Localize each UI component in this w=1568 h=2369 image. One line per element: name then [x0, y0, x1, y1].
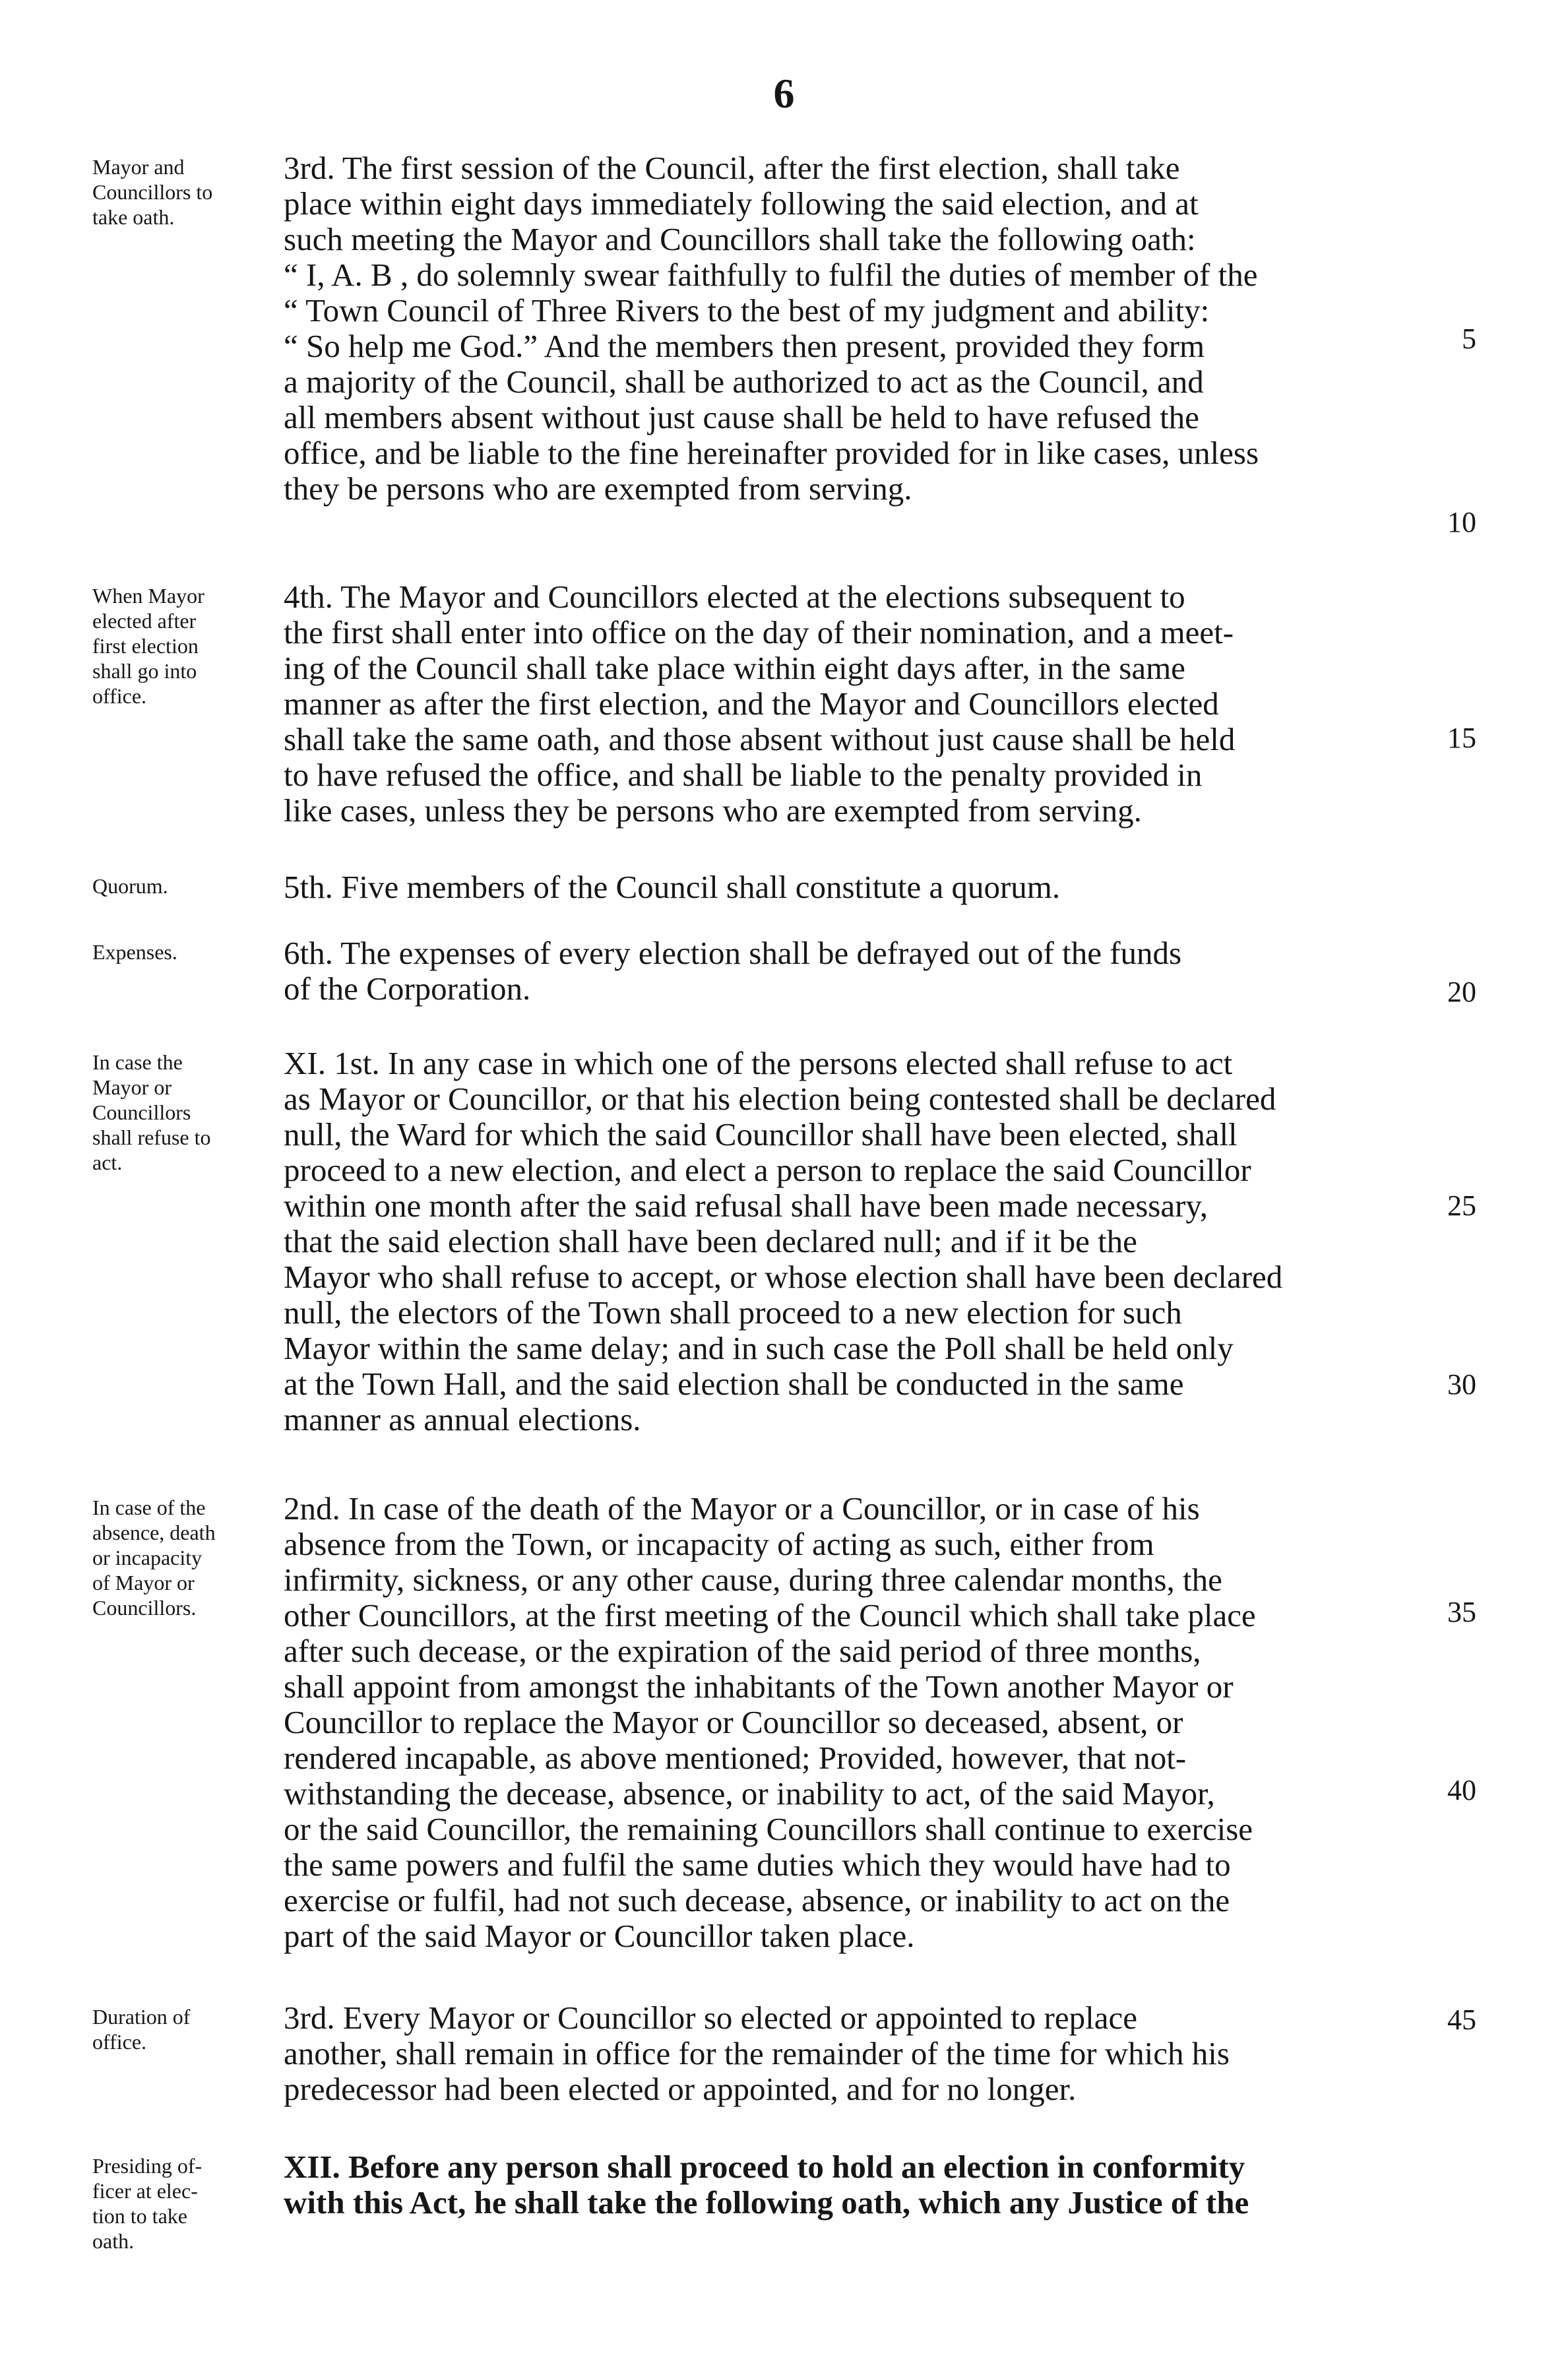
- margin-note-refuse-to-act: In case the Mayor or Councillors shall refuse to act.: [92, 1050, 211, 1174]
- line-number: 35: [1447, 1596, 1476, 1628]
- text-line: the same powers and fulfil the same duties which they would have had to: [284, 1847, 1231, 1883]
- line-number: 20: [1447, 976, 1476, 1008]
- text-line: another, shall remain in office for the remainder of the time for which his: [284, 2035, 1230, 2071]
- text-line: rendered incapable, as above mentioned; Provided, however, that not-: [284, 1740, 1187, 1776]
- text-line: withstanding the decease, absence, or inability to act, of the said Mayor,: [284, 1775, 1215, 1812]
- margin-note-quorum: Quorum.: [92, 874, 168, 898]
- text-line: they be persons who are exempted from serving.: [284, 470, 912, 507]
- text-line: infirmity, sickness, or any other cause, during three calendar months, the: [284, 1562, 1222, 1598]
- text-line: 4th. The Mayor and Councillors elected at the elections subsequent to: [284, 579, 1185, 615]
- text-line: other Councillors, at the first meeting of the Council which shall take place: [284, 1597, 1256, 1633]
- paragraph-presiding-officer: [284, 2149, 1431, 2221]
- text-line: XI. 1st. In any case in which one of the persons elected shall refuse to act: [284, 1045, 1233, 1081]
- text-line: a majority of the Council, shall be authorized to act as the Council, and: [284, 363, 1204, 400]
- margin-note-presiding-officer: Presiding of- ficer at elec- tion to take oath.: [92, 2154, 203, 2253]
- margin-note-expenses: Expenses.: [92, 940, 177, 964]
- text-line: or the said Councillor, the remaining Councillors shall continue to exercise: [284, 1811, 1253, 1847]
- text-line: 2nd. In case of the death of the Mayor or a Councillor, or in case of his: [284, 1490, 1200, 1527]
- text-line: null, the Ward for which the said Councillor shall have been elected, shall: [284, 1116, 1238, 1153]
- text-line: as Mayor or Councillor, or that his election being contested shall be declared: [284, 1081, 1276, 1117]
- text-line: office, and be liable to the fine hereinafter provided for in like cases, unless: [284, 435, 1259, 471]
- text-line: like cases, unless they be persons who are exempted from serving.: [284, 792, 1142, 829]
- line-number: 40: [1447, 1774, 1476, 1806]
- text-line: of the Corporation.: [284, 970, 531, 1007]
- text-line: Mayor within the same delay; and in such case the Poll shall be held only: [284, 1330, 1234, 1366]
- paragraph-duration: [284, 2000, 1431, 2107]
- text-line: at the Town Hall, and the said election shall be conducted in the same: [284, 1366, 1184, 1402]
- text-line: shall appoint from amongst the inhabitants of the Town another Mayor or: [284, 1668, 1234, 1705]
- paragraph-subsequent-elections: [284, 579, 1431, 829]
- text-line: to have refused the office, and shall be liable to the penalty provided in: [284, 757, 1203, 793]
- text-line: shall take the same oath, and those absent without just cause shall be held: [284, 721, 1236, 757]
- text-line: after such decease, or the expiration of the said period of three months,: [284, 1633, 1201, 1669]
- page-number: 6: [773, 70, 795, 117]
- text-line: null, the electors of the Town shall proceed to a new election for such: [284, 1294, 1182, 1331]
- text-line: Mayor who shall refuse to accept, or whose election shall have been declared: [284, 1259, 1283, 1295]
- margin-note-take-oath: Mayor and Councillors to take oath.: [92, 155, 213, 229]
- line-number: 45: [1447, 2004, 1476, 2036]
- text-line: that the said election shall have been declared null; and if it be the: [284, 1223, 1137, 1259]
- text-line: manner as annual elections.: [284, 1401, 641, 1437]
- line-number: 15: [1447, 722, 1476, 754]
- line-number: 5: [1462, 323, 1476, 355]
- text-line: Councillor to replace the Mayor or Councillor so deceased, absent, or: [284, 1704, 1183, 1740]
- text-line: part of the said Mayor or Councillor taken place.: [284, 1918, 915, 1954]
- line-number: 30: [1447, 1368, 1476, 1401]
- text-line: 6th. The expenses of every election shall be defrayed out of the funds: [284, 935, 1182, 971]
- text-line: place within eight days immediately following the said election, and at: [284, 185, 1199, 222]
- text-line: within one month after the said refusal shall have been made necessary,: [284, 1187, 1208, 1224]
- paragraph-first-session: [284, 150, 1431, 507]
- text-line: 5th. Five members of the Council shall constitute a quorum.: [284, 869, 1061, 905]
- paragraph-absence-death: [284, 1491, 1431, 1954]
- text-line: “ Town Council of Three Rivers to the best of my judgment and ability:: [284, 292, 1210, 329]
- text-line: manner as after the first election, and the Mayor and Councillors elected: [284, 685, 1219, 722]
- text-line: such meeting the Mayor and Councillors shall take the following oath:: [284, 221, 1196, 257]
- text-line: XII. Before any person shall proceed to hold an election in conformity: [284, 2149, 1245, 2185]
- text-line: absence from the Town, or incapacity of acting as such, either from: [284, 1526, 1154, 1562]
- margin-note-absence-death: In case of the absence, death or incapacity of Mayor or Councillors.: [92, 1496, 216, 1620]
- margin-note-when-mayor-go-into-office: When Mayor elected after first election shall go into office.: [92, 584, 204, 708]
- margin-note-duration: Duration of office.: [92, 2005, 191, 2054]
- text-line: the first shall enter into office on the day of their nomination, and a meet-: [284, 614, 1234, 650]
- paragraph-expenses: [284, 935, 1431, 1007]
- line-number: 10: [1447, 506, 1476, 538]
- text-line: “ I, A. B , do solemnly swear faithfully to fulfil the duties of member of the: [284, 257, 1258, 293]
- text-line: exercise or fulfil, had not such decease, absence, or inability to act on the: [284, 1882, 1230, 1918]
- text-line: all members absent without just cause shall be held to have refused the: [284, 399, 1199, 435]
- paragraph-quorum: [284, 869, 1431, 905]
- text-line: proceed to a new election, and elect a person to replace the said Councillor: [284, 1152, 1251, 1188]
- paragraph-refusal: [284, 1046, 1431, 1437]
- text-line: predecessor had been elected or appointed, and for no longer.: [284, 2071, 1077, 2107]
- text-line: “ So help me God.” And the members then present, provided they form: [284, 328, 1205, 364]
- text-line: ing of the Council shall take place within eight days after, in the same: [284, 650, 1185, 686]
- text-line: with this Act, he shall take the following oath, which any Justice of the: [284, 2184, 1249, 2221]
- text-line: 3rd. The first session of the Council, after the first election, shall take: [284, 150, 1180, 186]
- text-line: 3rd. Every Mayor or Councillor so elected or appointed to replace: [284, 2000, 1137, 2036]
- line-number: 25: [1447, 1189, 1476, 1222]
